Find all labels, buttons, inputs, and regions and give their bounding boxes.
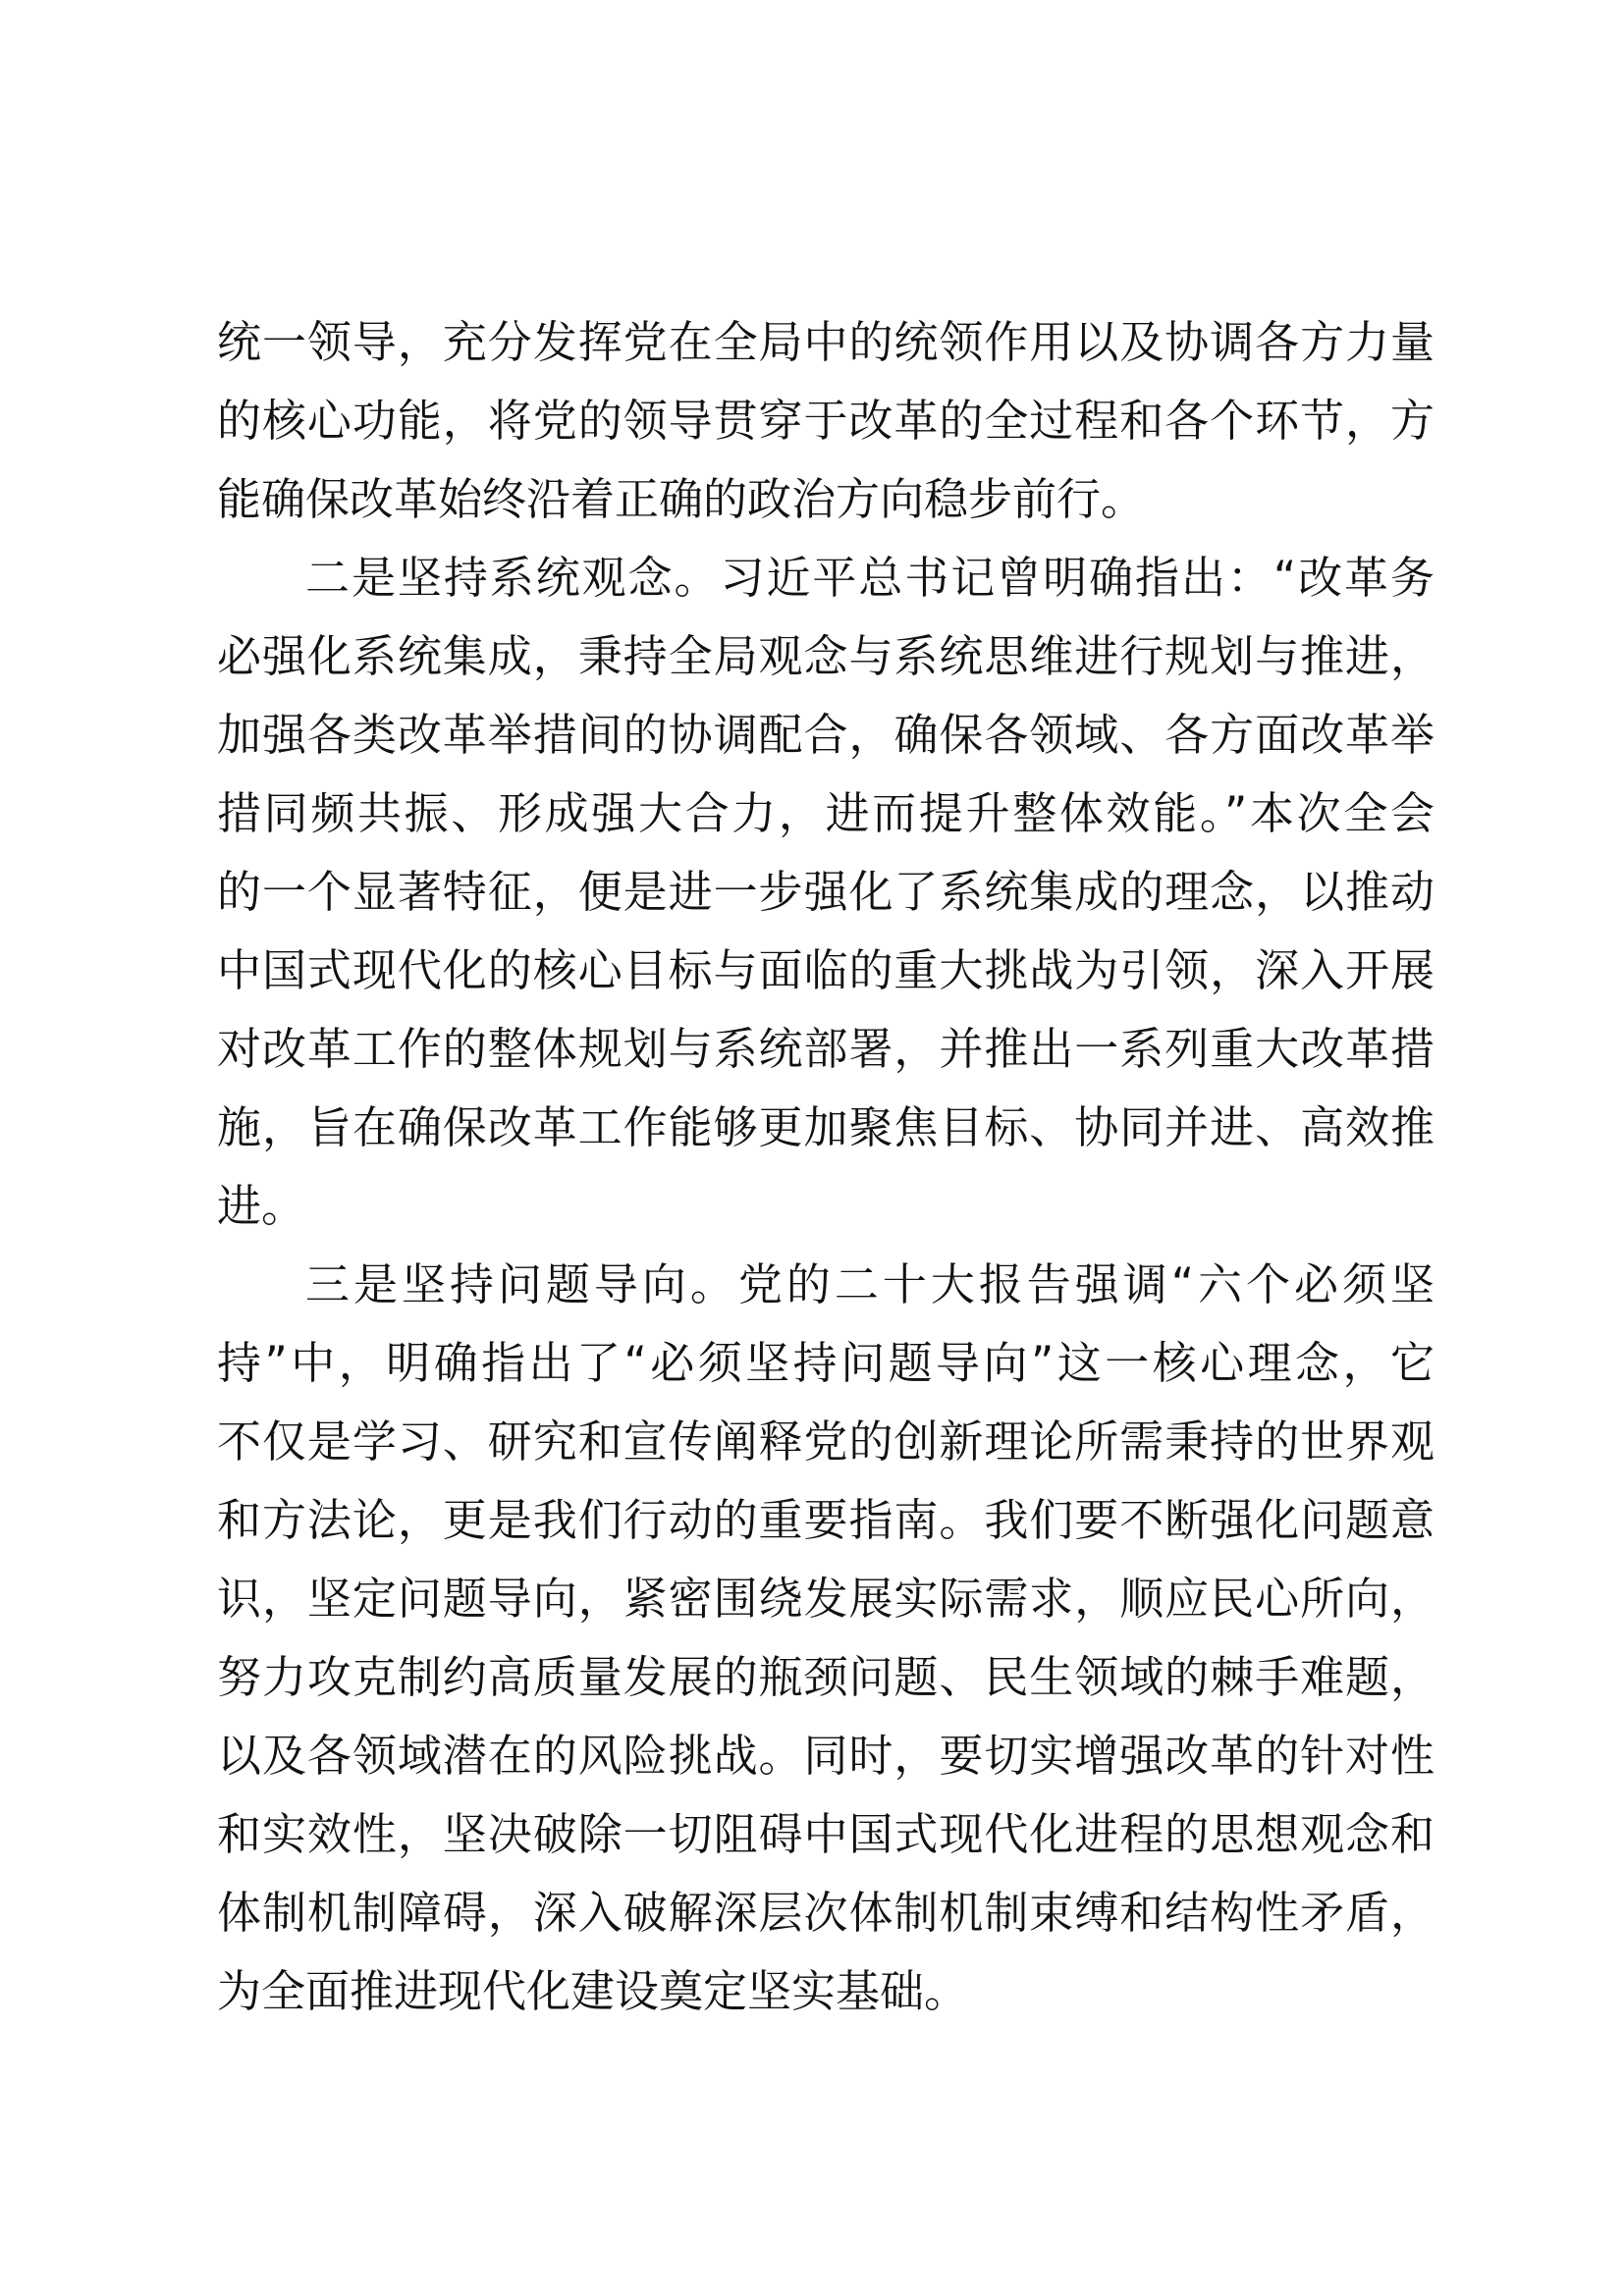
text-line: 施，旨在确保改革工作能够更加聚焦目标、协同并进、高效推 [217,1101,1435,1153]
text-line: 加强各类改革举措间的协调配合，确保各领域、各方面改革举 [217,709,1435,761]
paragraph [217,1246,1435,2031]
text-line: 中国式现代化的核心目标与面临的重大挑战为引领，深入开展 [217,944,1435,996]
text-line: 和实效性，坚决破除一切阻碍中国式现代化进程的思想观念和 [217,1808,1435,1860]
text-line: 对改革工作的整体规划与系统部署，并推出一系列重大改革措 [217,1023,1435,1075]
paragraph [217,539,1435,1246]
text-line: 措同频共振、形成强大合力，进而提升整体效能。”本次全会 [217,787,1435,839]
text-line: 三是坚持问题导向。党的二十大报告强调“六个必须坚 [305,1258,1435,1310]
text-line: 进。 [217,1180,306,1232]
text-line: 努力攻克制约高质量发展的瓶颈问题、民生领域的棘手难题， [217,1651,1435,1703]
text-line: 能确保改革始终沿着正确的政治方向稳步前行。 [217,473,1146,525]
text-line: 体制机制障碍，深入破解深层次体制机制束缚和结构性矛盾， [217,1887,1435,1939]
text-line: 的核心功能，将党的领导贯穿于改革的全过程和各个环节，方 [217,395,1435,447]
text-line: 以及各领域潜在的风险挑战。同时，要切实增强改革的针对性 [217,1730,1435,1782]
text-line: 为全面推进现代化建设奠定坚实基础。 [217,1965,969,2017]
paragraph [217,303,1435,539]
text-line: 必强化系统集成，秉持全局观念与系统思维进行规划与推进， [217,630,1435,682]
body-text [217,303,1435,2031]
text-line: 统一领导，充分发挥党在全局中的统领作用以及协调各方力量 [217,316,1435,368]
text-line: 持”中，明确指出了“必须坚持问题导向”这一核心理念，它 [217,1337,1435,1389]
text-line: 和方法论，更是我们行动的重要指南。我们要不断强化问题意 [217,1494,1435,1546]
text-line: 的一个显著特征，便是进一步强化了系统集成的理念，以推动 [217,866,1435,918]
text-line: 识，坚定问题导向，紧密围绕发展实际需求，顺应民心所向， [217,1573,1435,1625]
text-line: 不仅是学习、研究和宣传阐释党的创新理论所需秉持的世界观 [217,1415,1435,1468]
text-line: 二是坚持系统观念。习近平总书记曾明确指出：“改革务 [305,552,1435,604]
